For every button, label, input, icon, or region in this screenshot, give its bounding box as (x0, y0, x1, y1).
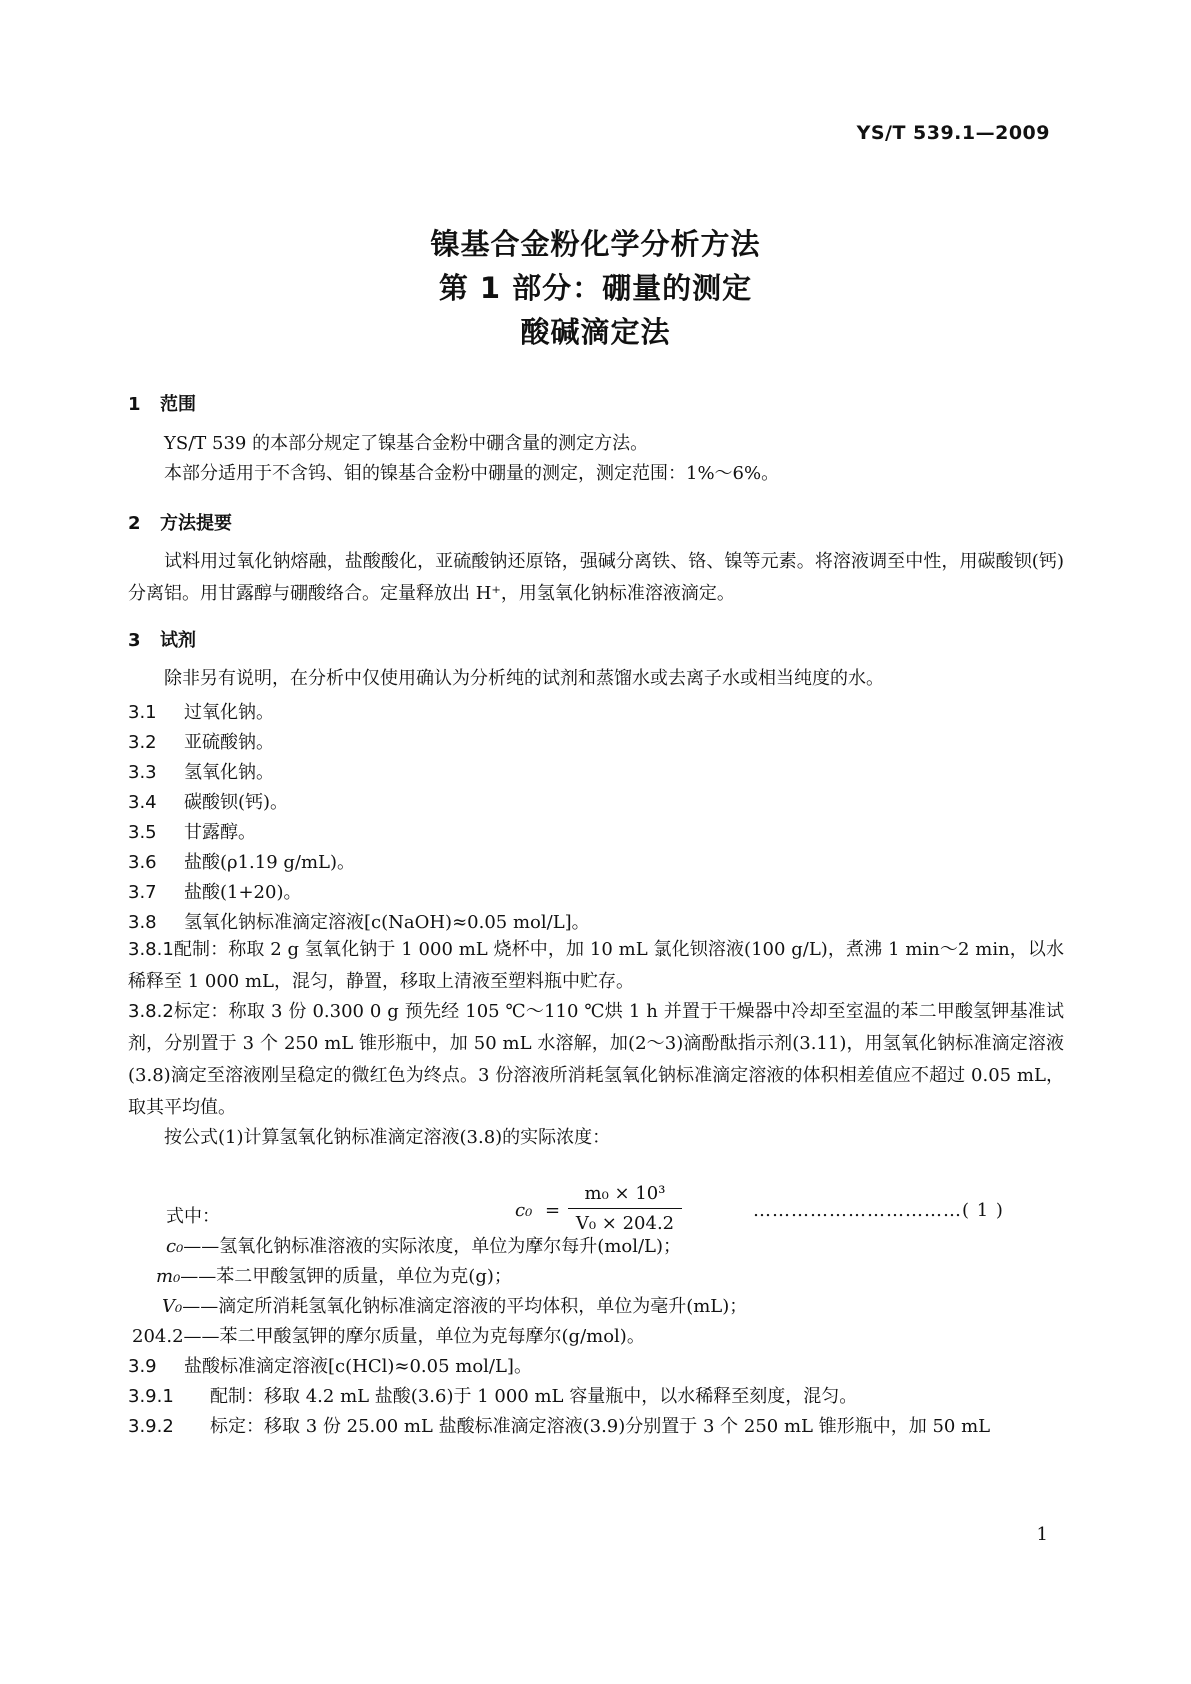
section-title: 范围 (160, 394, 196, 415)
formula-leader: ……………………………( 1 ) (753, 1200, 1004, 1221)
reagent-item: 3.2 亚硫酸钠。 (128, 732, 274, 753)
formula-intro: 按公式(1)计算氢氧化钠标准滴定溶液(3.8)的实际浓度： (164, 1127, 611, 1148)
subsection-3-9-2: 3.9.2 标定：移取 3 份 25.00 mL 盐酸标准滴定溶液(3.9)分别置于 3 个 250 mL 锥形瓶中，加 50 mL (128, 1416, 991, 1437)
formula-numerator: m₀ × 10³ (584, 1183, 666, 1204)
where-item: 204.2——苯二甲酸氢钾的摩尔质量，单位为克每摩尔(g/mol)。 (132, 1326, 645, 1347)
section-number: 1 (128, 394, 141, 415)
formula-number: ( 1 ) (962, 1200, 1004, 1221)
section-number: 2 (128, 513, 141, 534)
subsection-3-9-1: 3.9.1 配制：移取 4.2 mL 盐酸(3.6)于 1 000 mL 容量瓶中，以水稀释至刻度，混匀。 (128, 1386, 858, 1407)
section-3-heading (128, 626, 196, 652)
section-2-heading (128, 509, 232, 535)
reagent-item: 3.5 甘露醇。 (128, 822, 256, 843)
subsection-3-8-1: 3.8.1配制：称取 2 g 氢氧化钠于 1 000 mL 烧杯中，加 10 mL 氯化钡溶液(100 g/L)，煮沸 1 min～2 min，以水稀释至 1 000 mL，混匀，静置，移取上清液至塑料瓶中贮存。 (128, 939, 1064, 992)
formula-lhs: c₀ (515, 1200, 533, 1221)
where-label: 式中： (166, 1206, 220, 1227)
subsection-3-8-2: 3.8.2标定：称取 3 份 0.300 0 g 预先经 105 ℃～110 ℃烘 1 h 并置于干燥器中冷却至室温的苯二甲酸氢钾基准试剂，分别置于 3 个 250 mL 锥形瓶中，加 50 mL 水溶解，加(2～3)滴酚酞指示剂(3.11)，用氢氧化钠标准滴定溶液(3.8)滴定至溶液刚呈稳定的微红色为终点。3 份溶液所消耗氢氧化钠标准滴定溶液的体积相差值应不超过 0.05 mL，取其平均值。 (128, 1001, 1064, 1118)
reagent-item: 3.7 盐酸(1+20)。 (128, 882, 302, 903)
section-title: 试剂 (160, 630, 196, 651)
section-1-para-2: 本部分适用于不含钨、钼的镍基合金粉中硼量的测定，测定范围：1%～6%。 (164, 463, 780, 484)
section-2-para-1: 试料用过氧化钠熔融，盐酸酸化，亚硫酸钠还原铬，强碱分离铁、铬、镍等元素。将溶液调至中性，用碳酸钡(钙)分离铝。用甘露醇与硼酸络合。定量释放出 H⁺，用氢氧化钠标准溶液滴定。 (128, 551, 1064, 604)
section-number: 3 (128, 630, 141, 651)
where-item: V₀——滴定所消耗氢氧化钠标准滴定溶液的平均体积，单位为毫升(mL)； (162, 1296, 748, 1317)
section-1-para-1: YS/T 539 的本部分规定了镍基合金粉中硼含量的测定方法。 (164, 433, 649, 454)
section-1-heading (128, 390, 196, 416)
document-title-block (0, 222, 1191, 354)
main-title: 镍基合金粉化学分析方法 (430, 227, 761, 261)
reagent-item: 3.3 氢氧化钠。 (128, 762, 274, 783)
page-number: 1 (1036, 1524, 1048, 1545)
part-title: 第 1 部分：硼量的测定 (438, 271, 753, 305)
where-item: c₀——氢氧化钠标准溶液的实际浓度，单位为摩尔每升(mol/L)； (166, 1236, 682, 1257)
reagent-item: 3.9 盐酸标准滴定溶液[c(HCl)≈0.05 mol/L]。 (128, 1356, 532, 1377)
formula-equals: = (545, 1200, 561, 1221)
reagent-item: 3.8 氢氧化钠标准滴定溶液[c(NaOH)≈0.05 mol/L]。 (128, 912, 590, 933)
reagent-item: 3.4 碳酸钡(钙)。 (128, 792, 289, 813)
formula-denominator: V₀ × 204.2 (575, 1213, 675, 1234)
section-title: 方法提要 (160, 513, 232, 534)
reagent-item: 3.6 盐酸(ρ1.19 g/mL)。 (128, 852, 356, 873)
section-3-intro: 除非另有说明，在分析中仅使用确认为分析纯的试剂和蒸馏水或去离子水或相当纯度的水。 (164, 668, 884, 689)
where-item: m₀——苯二甲酸氢钾的质量，单位为克(g)； (156, 1266, 512, 1287)
method-title: 酸碱滴定法 (520, 315, 671, 349)
standard-code: YS/T 539.1—2009 (856, 122, 1050, 144)
formula-fraction (568, 1180, 682, 1237)
reagent-item: 3.1 过氧化钠。 (128, 702, 274, 723)
